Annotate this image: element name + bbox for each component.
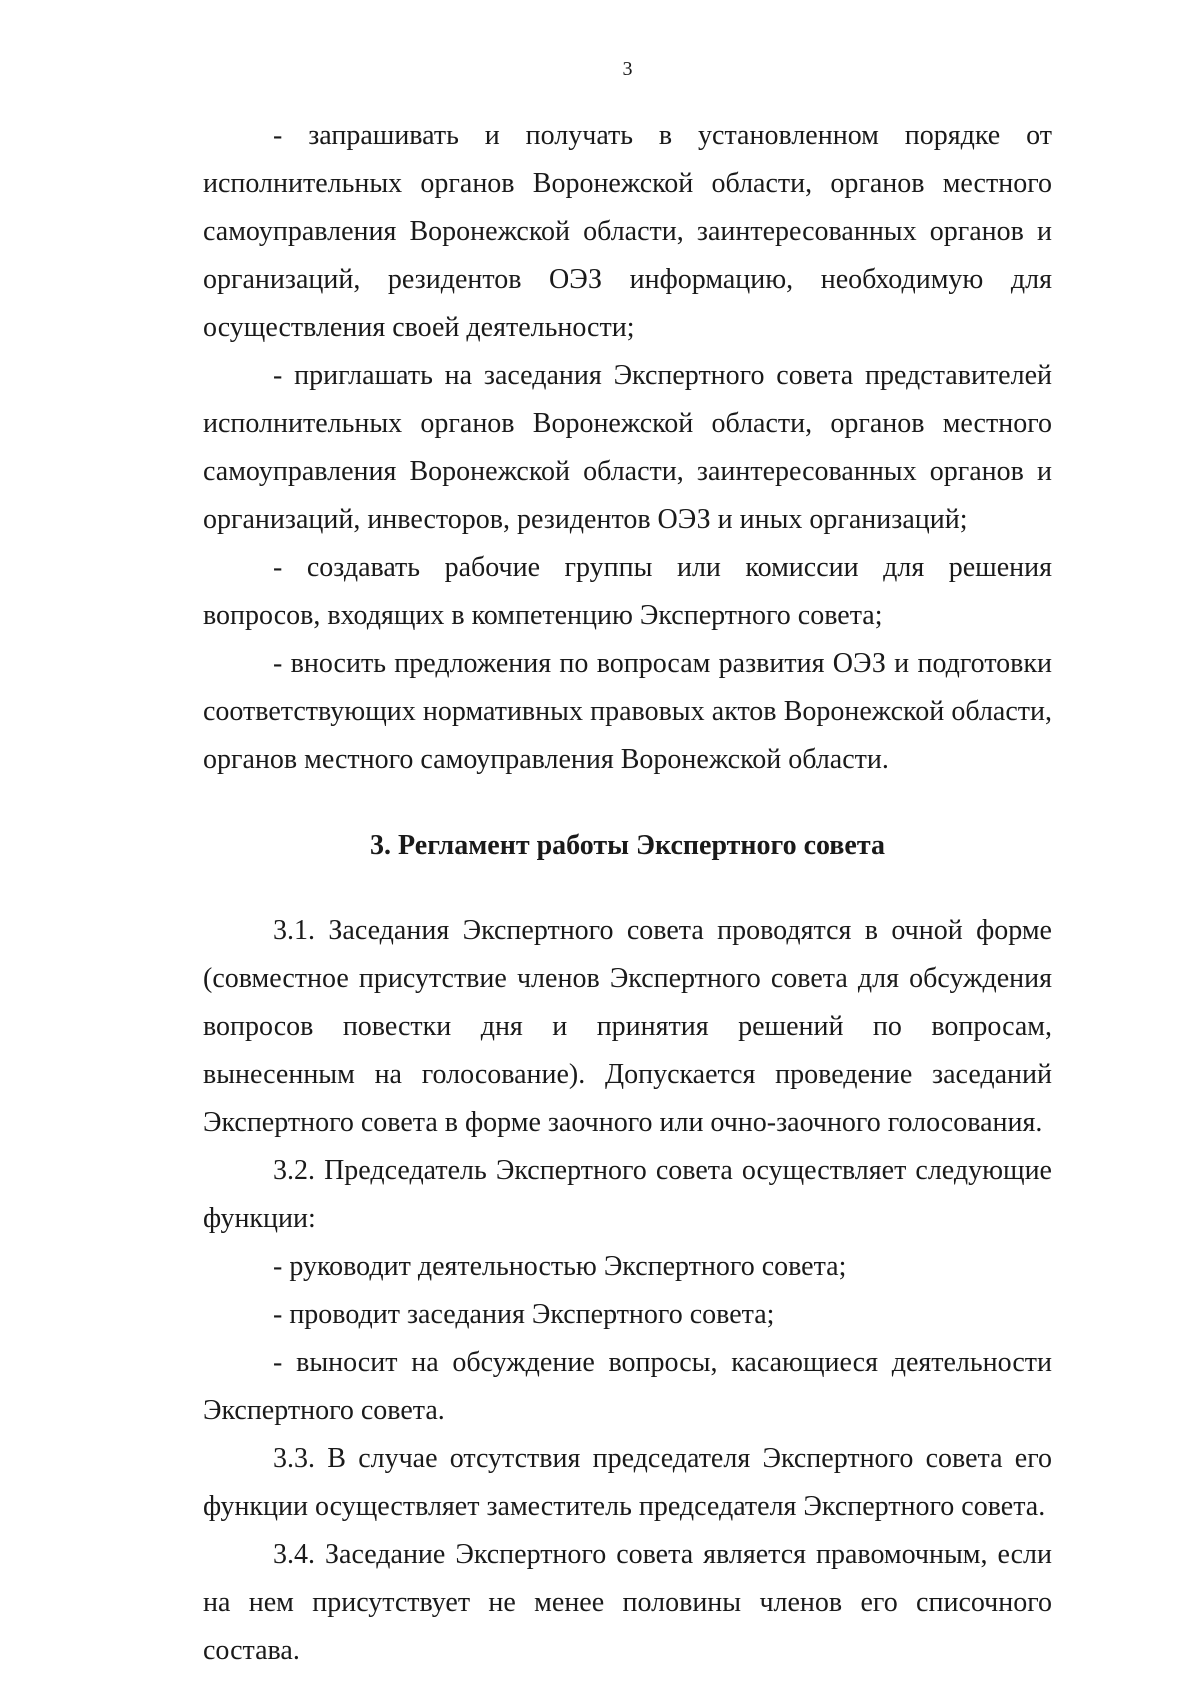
rights-list (203, 112, 1052, 784)
paragraph: 3.1. Заседания Экспертного совета проводятся в очной форме (совместное присутствие членов Экспертного совета для обсуждения вопросов повестки дня и принятия решений по вопросам, вынесенным на голосование). Допускается проведение заседаний Экспертного совета в форме заочного или очно-заочного голосования. (203, 915, 1052, 1138)
paragraph: - выносит на обсуждение вопросы, касающиеся деятельности Экспертного совета. (203, 1347, 1052, 1426)
paragraph: - руководит деятельностью Экспертного совета; (273, 1251, 847, 1282)
paragraph: - приглашать на заседания Экспертного совета представителей исполнительных органов Воронежской области, органов местного самоуправления Воронежской области, заинтересованных органов и организаций, инвесторов, резидентов ОЭЗ и иных организаций; (203, 360, 1052, 535)
paragraph: - вносить предложения по вопросам развития ОЭЗ и подготовки соответствующих нормативных правовых актов Воронежской области, органов местного самоуправления Воронежской области. (203, 648, 1052, 775)
paragraph: - создавать рабочие группы или комиссии для решения вопросов, входящих в компетенцию Экспертного совета; (203, 552, 1052, 631)
regulation-list (203, 907, 1052, 1675)
paragraph: 3.3. В случае отсутствия председателя Экспертного совета его функции осуществляет заместитель председателя Экспертного совета. (203, 1443, 1052, 1522)
paragraph: - проводит заседания Экспертного совета; (273, 1299, 775, 1330)
page-number: 3 (622, 58, 633, 80)
paragraph: 3.2. Председатель Экспертного совета осуществляет следующие функции: (203, 1155, 1052, 1234)
paragraph: 3.4. Заседание Экспертного совета является правомочным, если на нем присутствует не менее половины членов его списочного состава. (203, 1539, 1052, 1666)
paragraph: - запрашивать и получать в установленном порядке от исполнительных органов Воронежской области, органов местного самоуправления Воронежской области, заинтересованных органов и организаций, резидентов ОЭЗ информацию, необходимую для осуществления своей деятельности; (203, 120, 1052, 343)
document-body (203, 112, 1052, 1675)
section-heading: 3. Регламент работы Экспертного совета (370, 830, 885, 861)
